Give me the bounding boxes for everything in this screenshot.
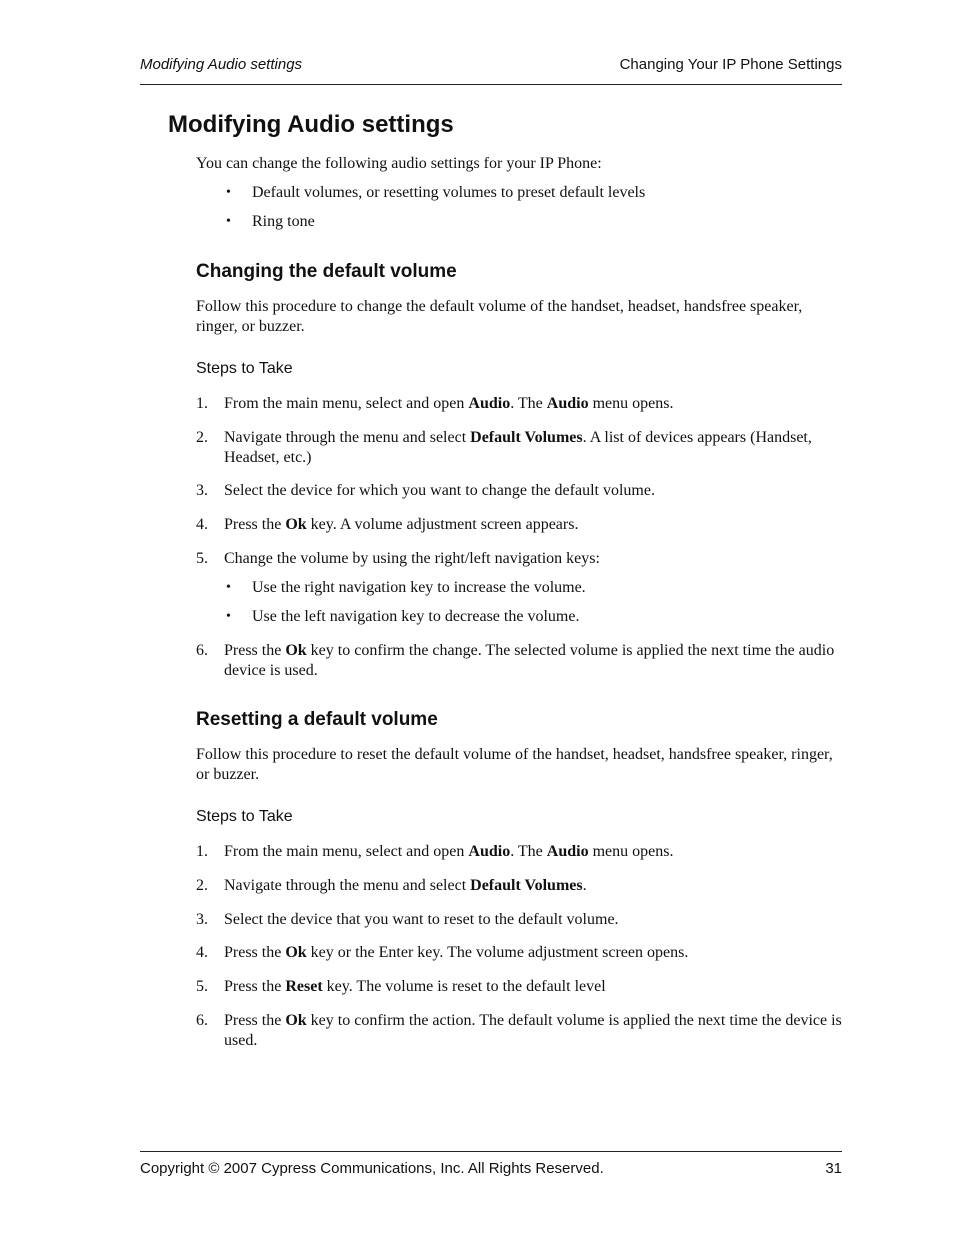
step-number: 5.	[196, 978, 208, 995]
steps-label: Steps to Take	[196, 360, 293, 377]
step-text: Press the Reset key. The volume is reset to the default level	[224, 978, 606, 995]
sub-bullet	[226, 578, 586, 598]
running-header	[140, 56, 842, 74]
header-chapter-title: Changing Your IP Phone Settings	[619, 56, 842, 73]
sub-bullet	[226, 607, 580, 627]
step-number: 1.	[196, 843, 208, 860]
intro-text: You can change the following audio settings for your IP Phone:	[196, 155, 602, 172]
step-text: Change the volume by using the right/left navigation keys:	[224, 550, 600, 567]
footer-rule	[140, 1151, 842, 1152]
header-rule	[140, 84, 842, 85]
page-number: 31	[825, 1160, 842, 1177]
step-number: 3.	[196, 482, 208, 499]
step-text: From the main menu, select and open Audio. The Audio menu opens.	[224, 395, 674, 412]
section-heading-reset-volume: Resetting a default volume	[196, 709, 438, 730]
bullet-icon: •	[226, 609, 231, 624]
sub-bullet-text: Use the right navigation key to increase the volume.	[252, 579, 586, 596]
copyright-text: Copyright © 2007 Cypress Communications, Inc. All Rights Reserved.	[140, 1160, 604, 1177]
step-number: 4.	[196, 516, 208, 533]
step-number: 1.	[196, 395, 208, 412]
step-text: From the main menu, select and open Audio. The Audio menu opens.	[224, 843, 674, 860]
step-text: Select the device for which you want to change the default volume.	[224, 482, 655, 499]
header-section-title: Modifying Audio settings	[140, 56, 303, 73]
step-text: Press the Ok key to confirm the action. The default volume is applied the next time the device is used.	[224, 1012, 842, 1049]
sub-bullet-text: Use the left navigation key to decrease the volume.	[252, 608, 580, 625]
step-text: Navigate through the menu and select Default Volumes.	[224, 877, 587, 894]
bullet-icon: •	[226, 185, 231, 200]
step-text: Press the Ok key to confirm the change. The selected volume is applied the next time the audio device is used.	[224, 642, 835, 679]
step-text: Navigate through the menu and select Default Volumes. A list of devices appears (Handset, Headset, etc.)	[224, 429, 812, 466]
step-number: 6.	[196, 642, 208, 659]
intro-bullet-text: Ring tone	[252, 213, 315, 230]
step-number: 4.	[196, 944, 208, 961]
section-description: Follow this procedure to reset the default volume of the handset, headset, handsfree speaker, ringer, or buzzer.	[196, 746, 833, 783]
intro-bullet-text: Default volumes, or resetting volumes to preset default levels	[252, 184, 646, 201]
bullet-icon: •	[226, 580, 231, 595]
section-heading-change-volume: Changing the default volume	[196, 261, 457, 282]
page-title: Modifying Audio settings	[168, 111, 454, 138]
bullet-icon: •	[226, 214, 231, 229]
section-description: Follow this procedure to change the default volume of the handset, headset, handsfree speaker, ringer, or buzzer.	[196, 298, 803, 335]
step-number: 2.	[196, 877, 208, 894]
step-number: 5.	[196, 550, 208, 567]
intro-bullet	[226, 212, 315, 232]
step-number: 3.	[196, 911, 208, 928]
step-text: Select the device that you want to reset to the default volume.	[224, 911, 619, 928]
step-text: Press the Ok key or the Enter key. The volume adjustment screen opens.	[224, 944, 689, 961]
page-footer	[140, 1160, 842, 1178]
intro-bullet	[226, 183, 646, 203]
step-text: Press the Ok key. A volume adjustment screen appears.	[224, 516, 579, 533]
steps-label: Steps to Take	[196, 808, 293, 825]
step-number: 6.	[196, 1012, 208, 1029]
step-number: 2.	[196, 429, 208, 446]
